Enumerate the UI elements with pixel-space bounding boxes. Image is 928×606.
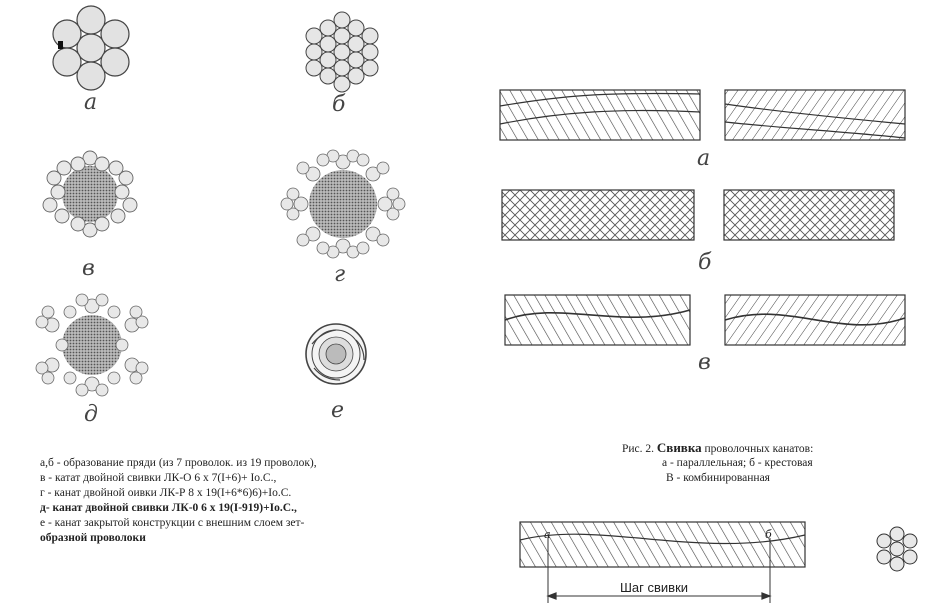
strand-19-wire <box>306 12 378 92</box>
lay-cross-right <box>724 190 894 240</box>
rope-closed-construction <box>306 324 366 384</box>
marker <box>58 41 63 49</box>
lay-combined-right <box>725 295 905 345</box>
rope-8x19 <box>281 150 405 258</box>
left-caption <box>40 456 317 546</box>
caption-line: образной проволоки <box>40 532 146 544</box>
lay-cross-left <box>502 190 694 240</box>
caption-line: а,б - образование пряди (из 7 проволок. из 19 проволок), <box>40 457 317 469</box>
rope-6x7 <box>43 151 137 237</box>
label-a: а <box>84 90 98 115</box>
caption-prefix: Рис. 2. <box>622 443 655 455</box>
row-label-a: а <box>697 146 711 171</box>
caption-title: Свивка <box>656 440 702 455</box>
mark-b: б <box>765 528 772 541</box>
label-g: г <box>334 262 346 287</box>
caption-rest: проволочных канатов: <box>704 443 814 455</box>
small-strand-cross-section <box>877 527 917 571</box>
lay-parallel-left <box>500 90 700 140</box>
caption-line: в - катат двойной свивки ЛК-О 6 х 7(I+6)+ Iо.С., <box>40 472 277 484</box>
lay-length-label: Шаг свивки <box>620 580 689 595</box>
caption-line3: В - комбинированная <box>666 472 770 484</box>
strand-7-wire <box>53 6 129 90</box>
label-e: е <box>331 398 345 423</box>
label-v: в <box>82 256 95 281</box>
label-b: б <box>332 92 346 117</box>
label-d: д <box>84 402 98 427</box>
figure-caption <box>622 440 813 456</box>
lay-parallel-right <box>725 90 905 140</box>
caption-line2: а - параллельная; б - крестовая <box>662 457 813 469</box>
caption-line: д- канат двойной свивки ЛК-0 6 х 19(I-919)+Iо.С., <box>40 502 297 514</box>
caption-line: е - канат закрытой конструкции с внешним слоем зет- <box>40 517 305 529</box>
row-label-b: б <box>698 250 712 275</box>
caption-line: г - канат двойной оивки ЛК-Р 8 х 19(I+6*6)6)+Iо.С. <box>40 487 292 499</box>
rope-6x19 <box>36 294 148 396</box>
mark-a: а <box>544 528 551 541</box>
lay-combined-left <box>505 295 690 345</box>
row-label-v: в <box>698 350 711 375</box>
